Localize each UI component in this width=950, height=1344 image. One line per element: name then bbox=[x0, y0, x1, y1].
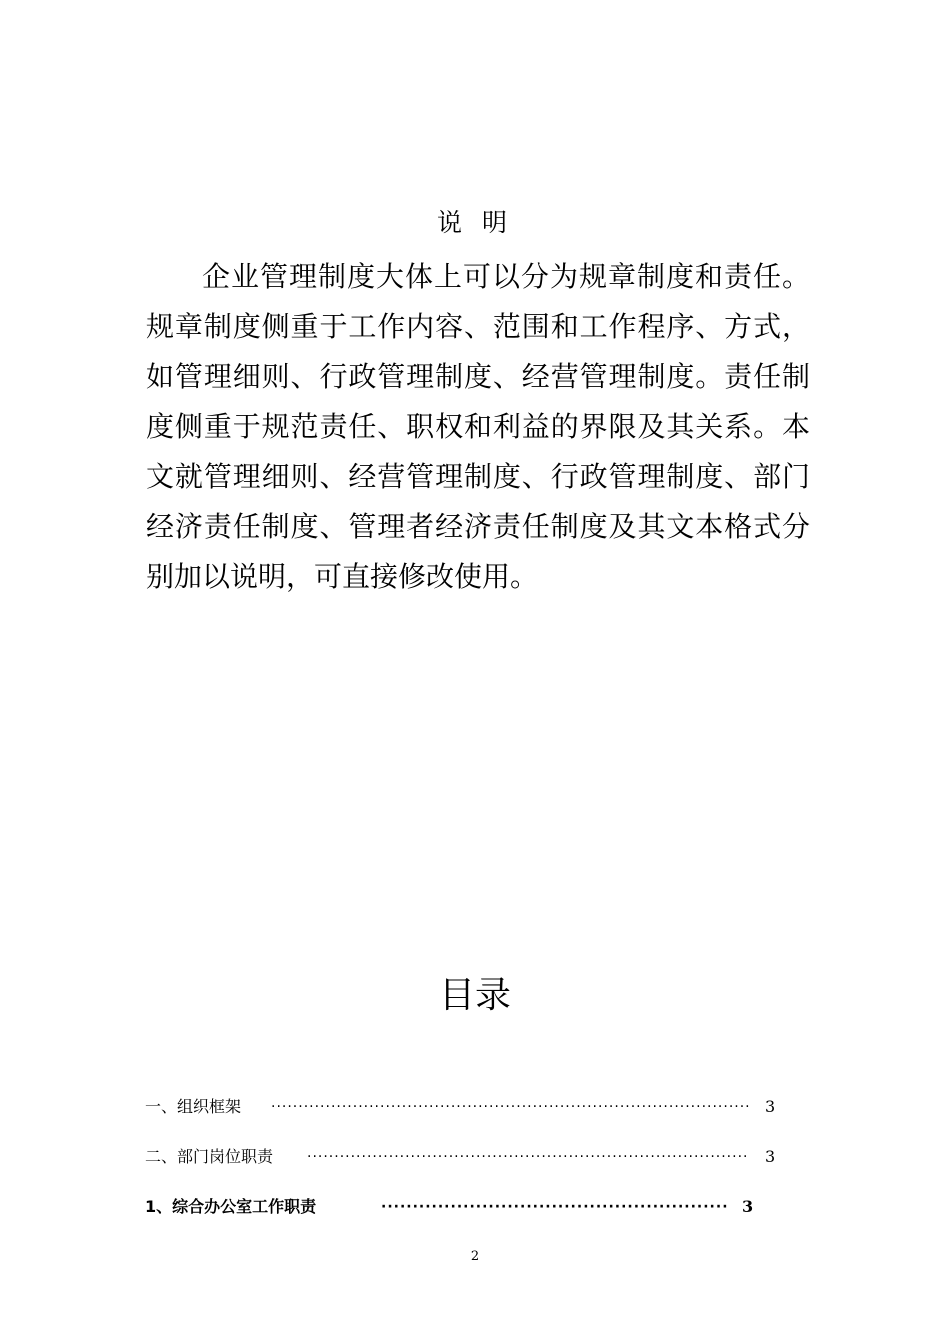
note-body: 企业管理制度大体上可以分为规章制度和责任。规章制度侧重于工作内容、范围和工作程序、方式，如管理细则、行政管理制度、经营管理制度。责任制度侧重于规范责任、职权和利益的界限及其关系。本文就管理细则、经营管理制度、行政管理制度、部门经济责任制度、管理者经济责任制度及其文本格式分别加以说明，可直接修改使用。 bbox=[146, 260, 810, 593]
toc-entry[interactable] bbox=[145, 1144, 785, 1170]
toc-leader-dots bbox=[307, 1144, 749, 1170]
toc-entry-page: 3 bbox=[765, 1147, 776, 1166]
toc-entry-label: 1、综合办公室工作职责 bbox=[145, 1197, 317, 1216]
toc-entry[interactable] bbox=[145, 1094, 785, 1120]
toc-entry-page: 3 bbox=[765, 1097, 776, 1116]
toc-entry-label: 一、组织框架 bbox=[145, 1097, 242, 1116]
toc-entry[interactable] bbox=[145, 1194, 765, 1220]
toc-leader-dots bbox=[271, 1094, 749, 1120]
toc-leader-dots bbox=[381, 1194, 727, 1220]
toc-entry-label: 二、部门岗位职责 bbox=[145, 1147, 274, 1166]
toc-entry-page: 3 bbox=[742, 1197, 754, 1216]
page-number: 2 bbox=[470, 1249, 480, 1264]
note-title: 说 明 bbox=[437, 208, 513, 237]
toc-title: 目录 bbox=[438, 975, 511, 1016]
